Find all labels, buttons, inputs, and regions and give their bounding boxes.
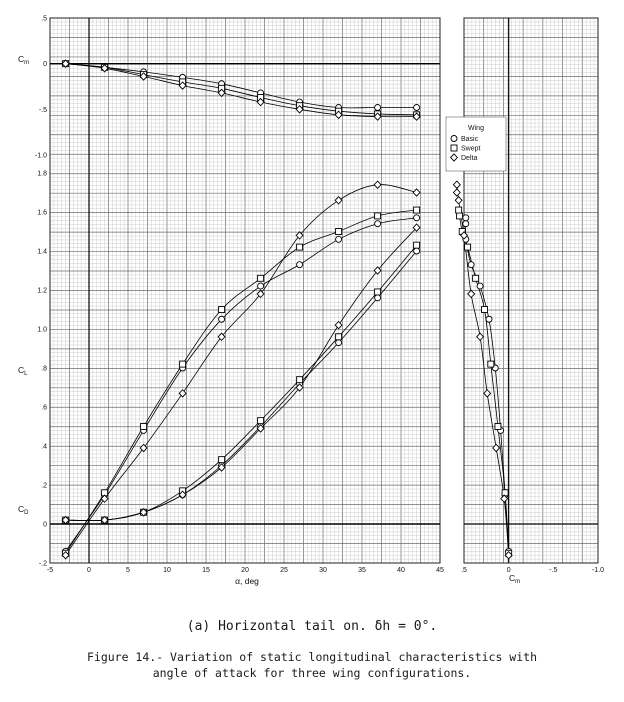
cm-tick-label: -.5 (38, 106, 47, 114)
cl-vs-alpha-basic-point (219, 316, 225, 322)
cl-vs-alpha-swept-point (258, 275, 264, 281)
cd-axis-label: $C_D$ (18, 504, 29, 516)
cd-vs-alpha-swept-point (414, 242, 420, 248)
cl-vs-cm-swept-point (465, 244, 471, 250)
cl-vs-alpha-basic-point (336, 236, 342, 242)
figure-caption-line-2: angle of attack for three wing configurations. (152, 666, 472, 680)
cl-vs-alpha-swept-point (414, 207, 420, 213)
cl-vs-cm-swept-point (473, 275, 479, 281)
cl-vs-cm-basic-point (463, 215, 469, 221)
cm-tick-label: .5 (41, 15, 47, 23)
cl-vs-alpha-basic-point (297, 262, 303, 268)
cl-vs-cm-delta-point (455, 197, 462, 204)
cl-vs-alpha-swept-point (219, 307, 225, 313)
cl-vs-cm-delta-point (453, 189, 460, 196)
alpha-tick-label: 30 (319, 567, 327, 574)
cl-vs-cm-delta-point (477, 333, 484, 340)
alpha-tick-label: 5 (126, 567, 130, 574)
cl-vs-cm-delta-point (493, 444, 500, 451)
cl-vs-cm-swept-point (457, 213, 463, 219)
cl-vs-cm-delta-point (484, 390, 491, 397)
cm-vs-alpha-basic-point (414, 105, 420, 111)
cl-tick-label: .4 (41, 443, 47, 451)
cl-vs-alpha-basic-point (375, 221, 381, 227)
cl-tick-label: .8 (41, 365, 47, 373)
cd-vs-alpha-swept-point (297, 377, 303, 383)
cd-vs-alpha-swept-point (258, 418, 264, 424)
cl-vs-cm-swept-point (482, 307, 488, 313)
cl-vs-alpha-delta-point (413, 189, 420, 196)
cd-vs-alpha-basic-point (414, 248, 420, 254)
cm-vs-alpha-basic-point (375, 105, 381, 111)
cl-vs-cm-swept-point (495, 424, 501, 430)
alpha-tick-label: 20 (241, 567, 249, 574)
cl-vs-alpha-basic-point (258, 283, 264, 289)
cl-tick-label: 1.4 (37, 248, 47, 256)
alpha-tick-label: 25 (280, 567, 288, 574)
legend-basic-marker (451, 136, 457, 142)
cd-vs-alpha-swept-point (375, 289, 381, 295)
cm-x-tick-label: .5 (461, 567, 467, 574)
cm-tick-label: 0 (43, 61, 47, 69)
cd-vs-alpha-basic-point (336, 340, 342, 346)
cd-vs-alpha-basic-point (375, 295, 381, 301)
cm-axis-label: $C_m$ (18, 54, 30, 66)
alpha-tick-label: 35 (358, 567, 366, 574)
alpha-tick-label: 10 (163, 567, 171, 574)
legend-swept-marker (451, 145, 457, 151)
cl-vs-cm-basic-point (477, 283, 483, 289)
alpha-tick-label: -5 (46, 567, 54, 574)
cl-tick-label: 1.6 (37, 209, 47, 217)
cl-tick-label: -.2 (38, 560, 47, 568)
cl-axis-label: $C_L$ (18, 365, 28, 377)
cl-tick-label: 1.2 (37, 287, 47, 295)
cl-vs-cm-swept-point (488, 361, 494, 367)
legend-delta-label: Delta (461, 155, 478, 162)
cl-vs-cm-delta-point (453, 181, 460, 188)
alpha-tick-label: 40 (397, 567, 405, 574)
subfigure-caption: (a) Horizontal tail on. δh = 0°. (186, 619, 438, 634)
grid-paper (50, 18, 598, 563)
cl-vs-alpha-swept-point (336, 229, 342, 235)
cd-vs-alpha-delta-point (335, 322, 342, 329)
cl-vs-cm-basic-point (463, 221, 469, 227)
cl-tick-label: .2 (41, 482, 47, 490)
cl-vs-alpha-swept-point (141, 424, 147, 430)
alpha-tick-label: 15 (202, 567, 210, 574)
cm-tick-label: -1.0 (34, 152, 47, 160)
legend (446, 117, 506, 171)
cl-tick-label: 1.0 (37, 326, 47, 334)
cl-tick-label: 1.8 (37, 170, 47, 178)
cm-x-tick-label: -1.0 (591, 567, 605, 574)
cl-vs-cm-basic-point (468, 262, 474, 268)
legend-title: Wing (468, 125, 484, 132)
cl-tick-label: 0 (43, 521, 47, 529)
cm-x-tick-label: -.5 (549, 567, 558, 574)
cm-bottom-axis-label: $C_m$ (509, 573, 521, 585)
cl-vs-cm-delta-point (468, 290, 475, 297)
cl-vs-alpha-swept-point (297, 244, 303, 250)
cd-vs-alpha-swept-point (219, 457, 225, 463)
alpha-tick-label: 45 (436, 567, 444, 574)
cl-vs-alpha-swept-point (180, 361, 186, 367)
alpha-tick-label: 0 (87, 567, 91, 574)
cl-tick-label: .6 (41, 404, 47, 412)
cl-vs-alpha-delta-point (179, 390, 186, 397)
legend-basic-label: Basic (461, 136, 479, 143)
cl-vs-cm-basic-point (486, 316, 492, 322)
cl-vs-alpha-basic-point (414, 215, 420, 221)
cl-vs-cm-swept-point (456, 207, 462, 213)
cd-vs-alpha-swept-point (336, 334, 342, 340)
cl-vs-alpha-delta-point (374, 181, 381, 188)
figure-caption-line-1: Figure 14.- Variation of static longitudinal characteristics with (86, 650, 538, 664)
legend-swept-label: Swept (461, 145, 481, 153)
cl-vs-alpha-delta-point (335, 197, 342, 204)
cl-vs-alpha-swept-point (375, 213, 381, 219)
cl-vs-cm-swept-point (502, 490, 508, 496)
alpha-axis-label: α, deg (235, 576, 259, 586)
cm-x-tick-label: 0 (506, 567, 511, 574)
